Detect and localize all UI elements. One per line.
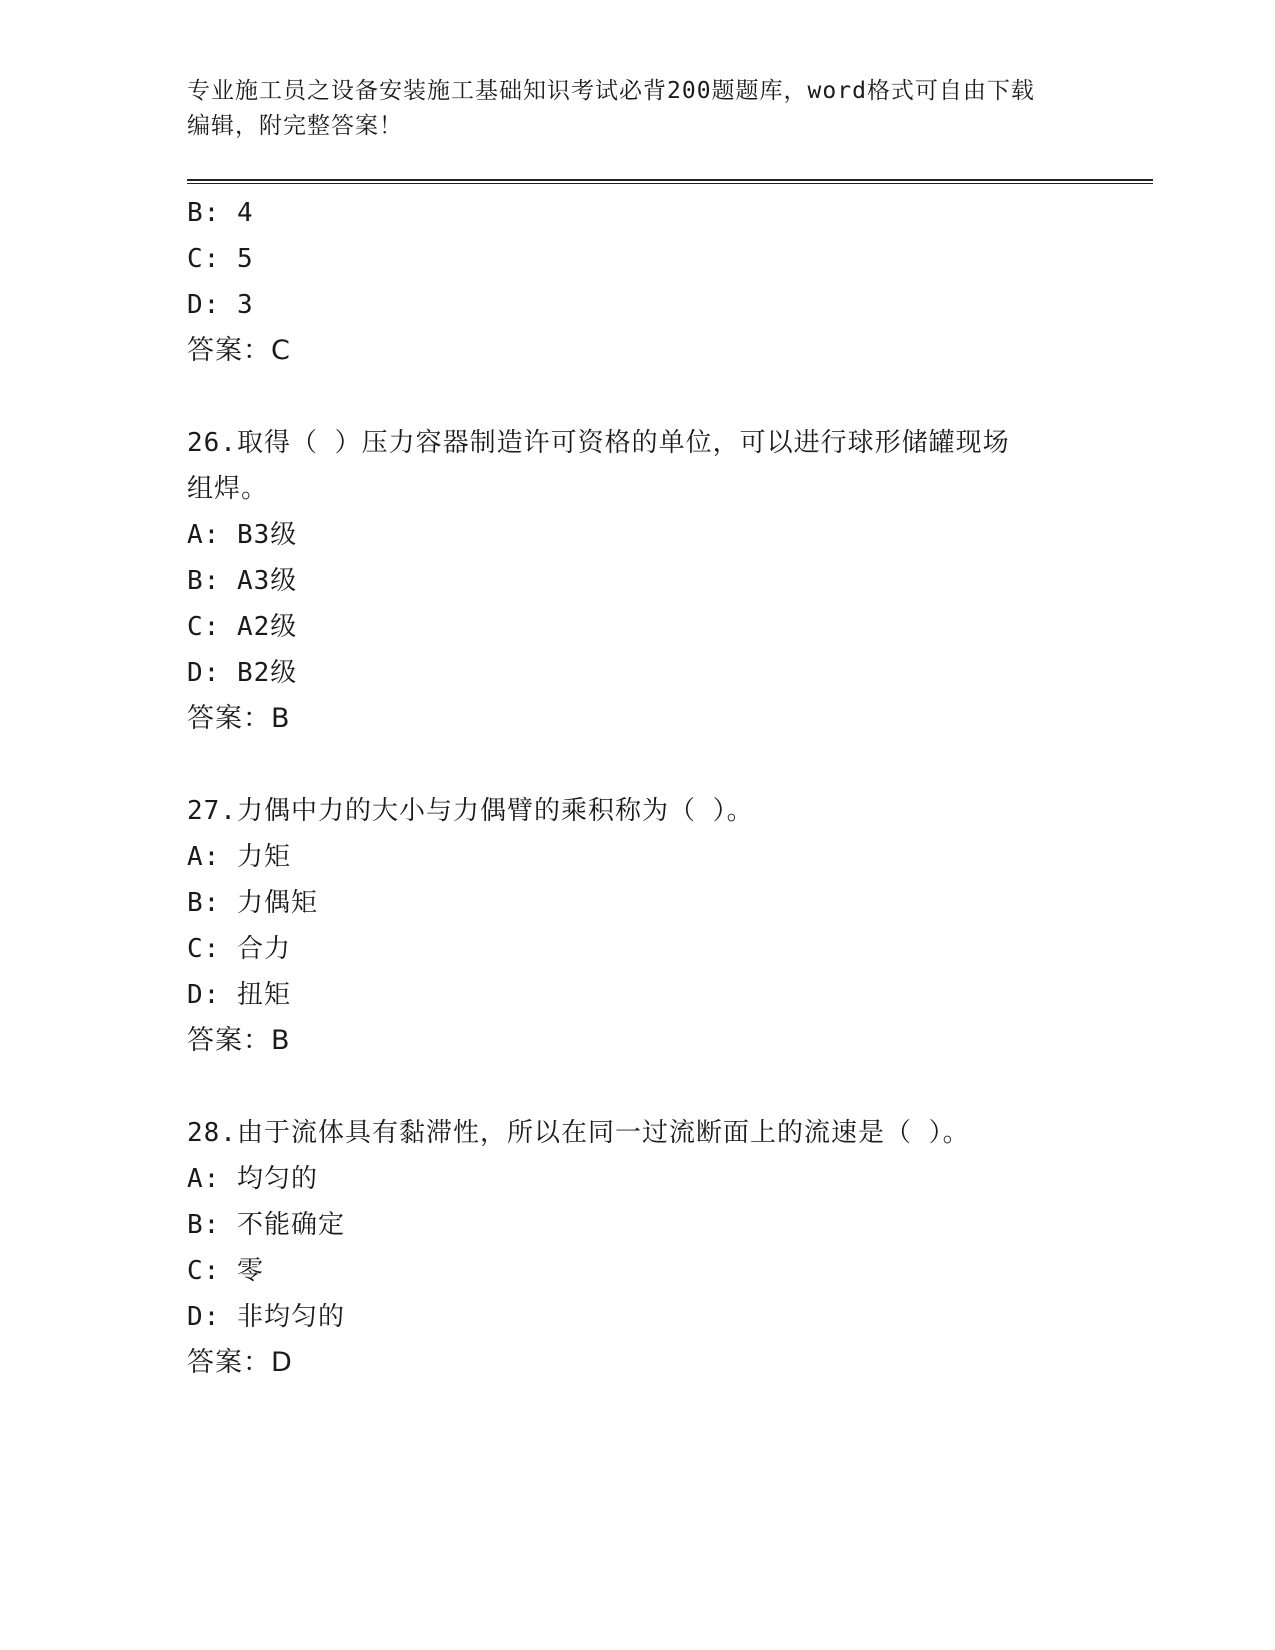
answer-line: 答案：B — [187, 703, 291, 734]
question-28 — [187, 1110, 1087, 1386]
option-c: C: A2级 — [187, 612, 298, 642]
option-a: A: 力矩 — [187, 842, 291, 872]
option-d: D: B2级 — [187, 658, 298, 688]
option-c: C: 5 — [187, 244, 254, 274]
option-b: B: A3级 — [187, 566, 298, 596]
answer-line: 答案：C — [187, 335, 291, 366]
option-d: D: 非均匀的 — [187, 1302, 345, 1332]
question-text-line-1: 28.由于流体具有黏滞性，所以在同一过流断面上的流速是（ ）。 — [187, 1118, 970, 1148]
option-d: D: 3 — [187, 290, 254, 320]
header-divider-top — [187, 179, 1153, 181]
previous-question-tail — [187, 190, 1087, 374]
option-b: B: 力偶矩 — [187, 888, 318, 918]
option-c: C: 合力 — [187, 934, 291, 964]
question-27 — [187, 788, 1087, 1064]
option-b: B: 4 — [187, 198, 254, 228]
document-header — [187, 74, 1067, 144]
question-26 — [187, 420, 1087, 742]
option-c: C: 零 — [187, 1256, 264, 1286]
option-a: A: 均匀的 — [187, 1164, 318, 1194]
header-divider-bottom — [187, 183, 1153, 184]
option-b: B: 不能确定 — [187, 1210, 345, 1240]
question-text-line-1: 27.力偶中力的大小与力偶臂的乘积称为（ ）。 — [187, 796, 754, 826]
option-d: D: 扭矩 — [187, 980, 291, 1010]
question-list — [187, 190, 1087, 1386]
option-a: A: B3级 — [187, 520, 298, 550]
answer-line: 答案：D — [187, 1347, 293, 1378]
answer-line: 答案：B — [187, 1025, 291, 1056]
header-line-2: 编辑，附完整答案！ — [187, 113, 403, 139]
header-line-1: 专业施工员之设备安装施工基础知识考试必背200题题库，word格式可自由下载 — [187, 78, 1035, 104]
question-text-line-2: 组焊。 — [187, 474, 269, 504]
question-text-line-1: 26.取得（ ）压力容器制造许可资格的单位，可以进行球形储罐现场 — [187, 428, 1010, 458]
